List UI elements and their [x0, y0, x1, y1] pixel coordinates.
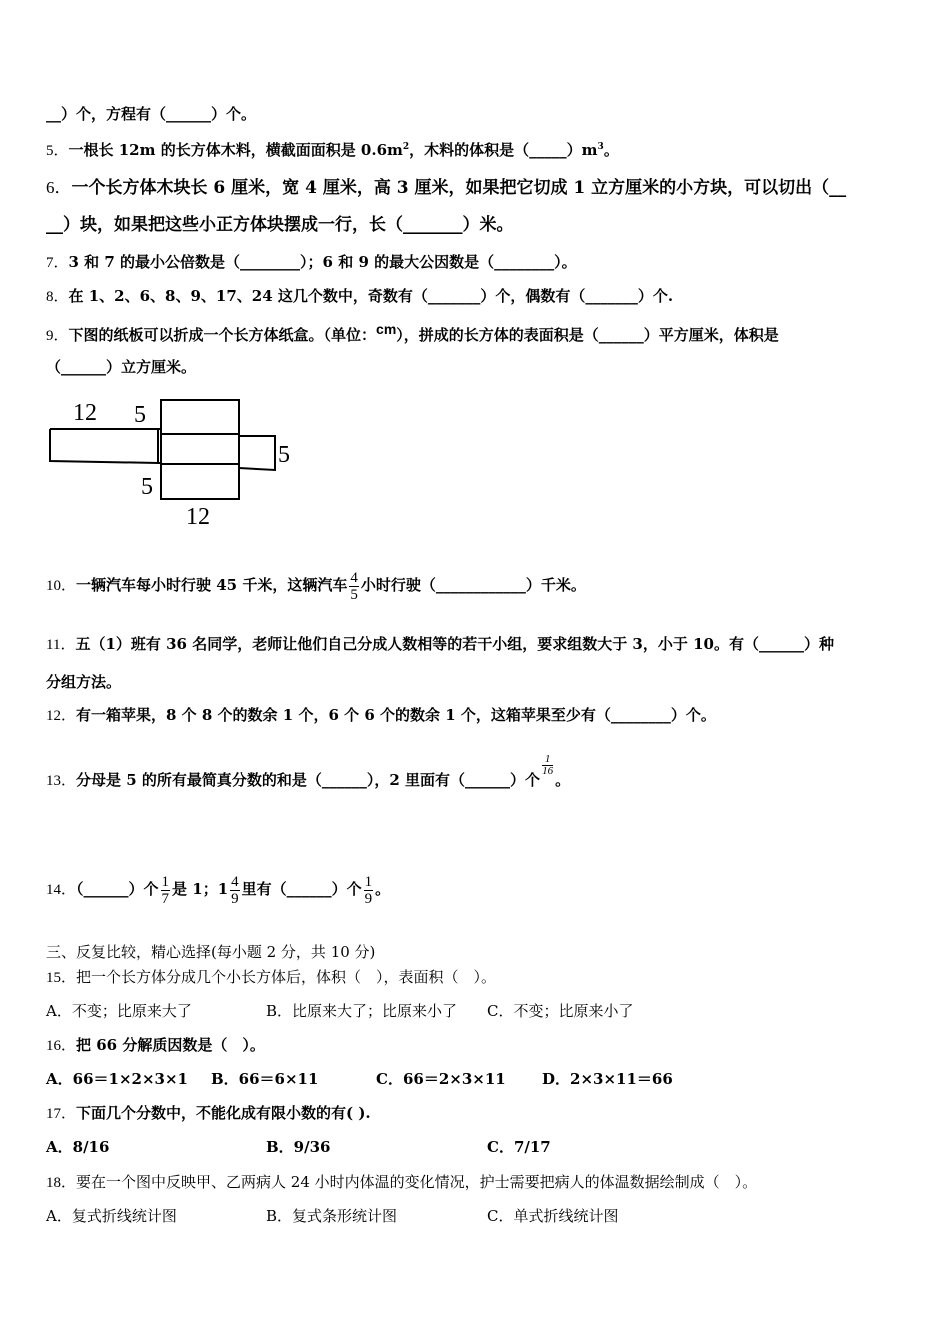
q14-text-a: （______）个: [76, 880, 159, 898]
q18-option-b[interactable]: B．复式条形统计图: [266, 1207, 398, 1225]
question-12: [46, 705, 910, 726]
question-18: [46, 1172, 910, 1193]
q14-fraction-1: [161, 874, 171, 907]
question-15: [46, 967, 910, 988]
q14-f1-denominator: 7: [161, 890, 170, 907]
question-11-line1: [46, 634, 910, 655]
q7-text: 3 和 7 的最小公倍数是（________）；6 和 9 的最大公因数是（________）。: [68, 253, 577, 271]
net-center-column: [161, 400, 239, 499]
q15-option-b[interactable]: B．比原来大了；比原来小了: [266, 1002, 458, 1020]
q17-option-c[interactable]: C．7/17: [487, 1138, 551, 1156]
net-label-5-top: 5: [134, 402, 146, 428]
q17-option-b[interactable]: B．9/36: [266, 1138, 331, 1156]
q9-text-b: ），拼成的长方体的表面积是（______）平方厘米，体积是: [396, 326, 779, 344]
q17-option-a[interactable]: A．8/16: [46, 1138, 110, 1156]
q6-number: 6．: [46, 178, 72, 197]
q16-option-b[interactable]: B．66＝6×11: [211, 1070, 319, 1088]
q12-text: 有一箱苹果，8 个 8 个的数余 1 个，6 个 6 个的数余 1 个，这箱苹果至少有（________）个。: [76, 706, 716, 724]
q18-option-c[interactable]: C．单式折线统计图: [487, 1207, 619, 1225]
q14-f1-numerator: 1: [161, 873, 170, 890]
question-14: [46, 866, 910, 913]
q14-text-d: 。: [375, 880, 391, 898]
q18-option-a[interactable]: A．复式折线统计图: [46, 1207, 177, 1225]
question-10: [46, 565, 910, 606]
q13-text-a: 分母是 5 的所有最简真分数的和是（______），2 里面有（______）个: [76, 771, 541, 789]
question-8: [46, 286, 910, 307]
q14-text-b: 是 1；1: [172, 880, 229, 898]
q14-f3-numerator: 1: [364, 873, 373, 890]
q16-number: 16．: [46, 1038, 77, 1054]
q14-fraction-2: [230, 874, 240, 907]
q10-frac-numerator: 4: [350, 569, 358, 586]
q16-option-d[interactable]: D．2×3×11＝66: [542, 1070, 673, 1088]
q5-sup-b: 3: [597, 142, 604, 152]
q18-text: 要在一个图中反映甲、乙两病人 24 小时内体温的变化情况，护士需要把病人的体温数据绘制成（ ）。: [76, 1173, 758, 1191]
q9-text-a: 下图的纸板可以折成一个长方体纸盒。（单位：: [68, 326, 377, 344]
net-right-face: [239, 436, 275, 470]
q10-frac-denominator: 5: [350, 586, 358, 603]
q13-fraction: [542, 754, 553, 777]
question-9-line2: （______）立方厘米。: [46, 358, 197, 376]
q13-number: 13．: [46, 773, 77, 789]
q13-text-b: 。: [555, 771, 571, 789]
q10-text-a: 一辆汽车每小时行驶 45 千米，这辆汽车: [76, 576, 348, 594]
net-label-5-right: 5: [278, 442, 290, 468]
q14-number: 14．: [46, 882, 77, 898]
question-5: [46, 137, 910, 161]
q14-f2-denominator: 9: [231, 890, 239, 907]
q6-line1: 一个长方体木块长 6 厘米，宽 4 厘米，高 3 厘米，如果把它切成 1 立方厘米的小方块，可以切出（__: [71, 178, 847, 198]
q9-number: 9．: [46, 328, 69, 344]
question-7: [46, 252, 910, 273]
q8-text: 在 1、2、6、8、9、17、24 这几个数中，奇数有（_______）个，偶数有（_______）个.: [68, 287, 674, 305]
q13-frac-denominator: 16: [542, 765, 554, 777]
q8-number: 8．: [46, 289, 69, 305]
question-17: [46, 1103, 910, 1124]
q7-number: 7．: [46, 255, 69, 271]
q5-sup-a: 2: [402, 142, 410, 152]
q10-text-b: 小时行驶（____________）千米。: [360, 576, 586, 594]
q14-f2-numerator: 4: [231, 873, 239, 890]
question-6-line1: [46, 178, 910, 198]
q10-number: 10．: [46, 578, 77, 594]
net-label-5-left: 5: [141, 474, 153, 500]
q14-f3-denominator: 9: [364, 890, 373, 907]
q12-number: 12．: [46, 708, 77, 724]
q16-option-a[interactable]: A．66＝1×2×3×1: [46, 1070, 188, 1088]
q4-tail: __）个，方程有（______）个。: [46, 105, 257, 123]
q10-fraction: [349, 570, 359, 603]
q18-number: 18．: [46, 1175, 77, 1191]
question-13: [46, 753, 910, 801]
q14-text-c: 里有（______）个: [241, 880, 362, 898]
q5-text-a: 一根长 12m 的长方体木料，横截面面积是 0.6m: [68, 141, 403, 159]
q5-text-c: 。: [603, 141, 619, 159]
q17-text: 下面几个分数中，不能化成有限小数的有( ).: [76, 1104, 371, 1122]
q11-line1: 五（1）班有 36 名同学，老师让他们自己分成人数相等的若干小组，要求组数大于 3，小于 10。有（______）种: [75, 635, 834, 653]
q13-frac-numerator: 1: [542, 754, 553, 766]
question-11-line2: 分组方法。: [46, 673, 122, 691]
question-16: [46, 1035, 910, 1056]
question-9: [46, 319, 910, 346]
section-3-heading: 三、反复比较，精心选择(每小题 2 分，共 10 分): [46, 943, 376, 961]
q15-option-c[interactable]: C．不变；比原来小了: [487, 1002, 634, 1020]
q5-number: 5．: [46, 143, 69, 159]
question-6-line2: __）块，如果把这些小正方体块摆成一行，长（_______）米。: [46, 215, 514, 235]
q17-number: 17．: [46, 1106, 77, 1122]
q16-option-c[interactable]: C．66＝2×3×11: [376, 1070, 506, 1088]
box-net-figure: [40, 390, 310, 535]
net-left-face: [50, 429, 158, 463]
q15-option-a[interactable]: A．不变；比原来大了: [46, 1002, 192, 1020]
q14-fraction-3: [364, 874, 374, 907]
q9-unit: cm: [376, 321, 397, 337]
q16-text: 把 66 分解质因数是（ ）。: [76, 1036, 265, 1054]
q15-text: 把一个长方体分成几个小长方体后，体积（ ），表面积（ ）。: [76, 968, 497, 986]
q5-text-b: ，木料的体积是（_____）m: [409, 141, 598, 159]
net-label-12-top: 12: [73, 400, 97, 426]
q15-number: 15．: [46, 970, 77, 986]
net-label-12-bottom: 12: [186, 504, 210, 530]
q11-number: 11．: [46, 637, 76, 653]
